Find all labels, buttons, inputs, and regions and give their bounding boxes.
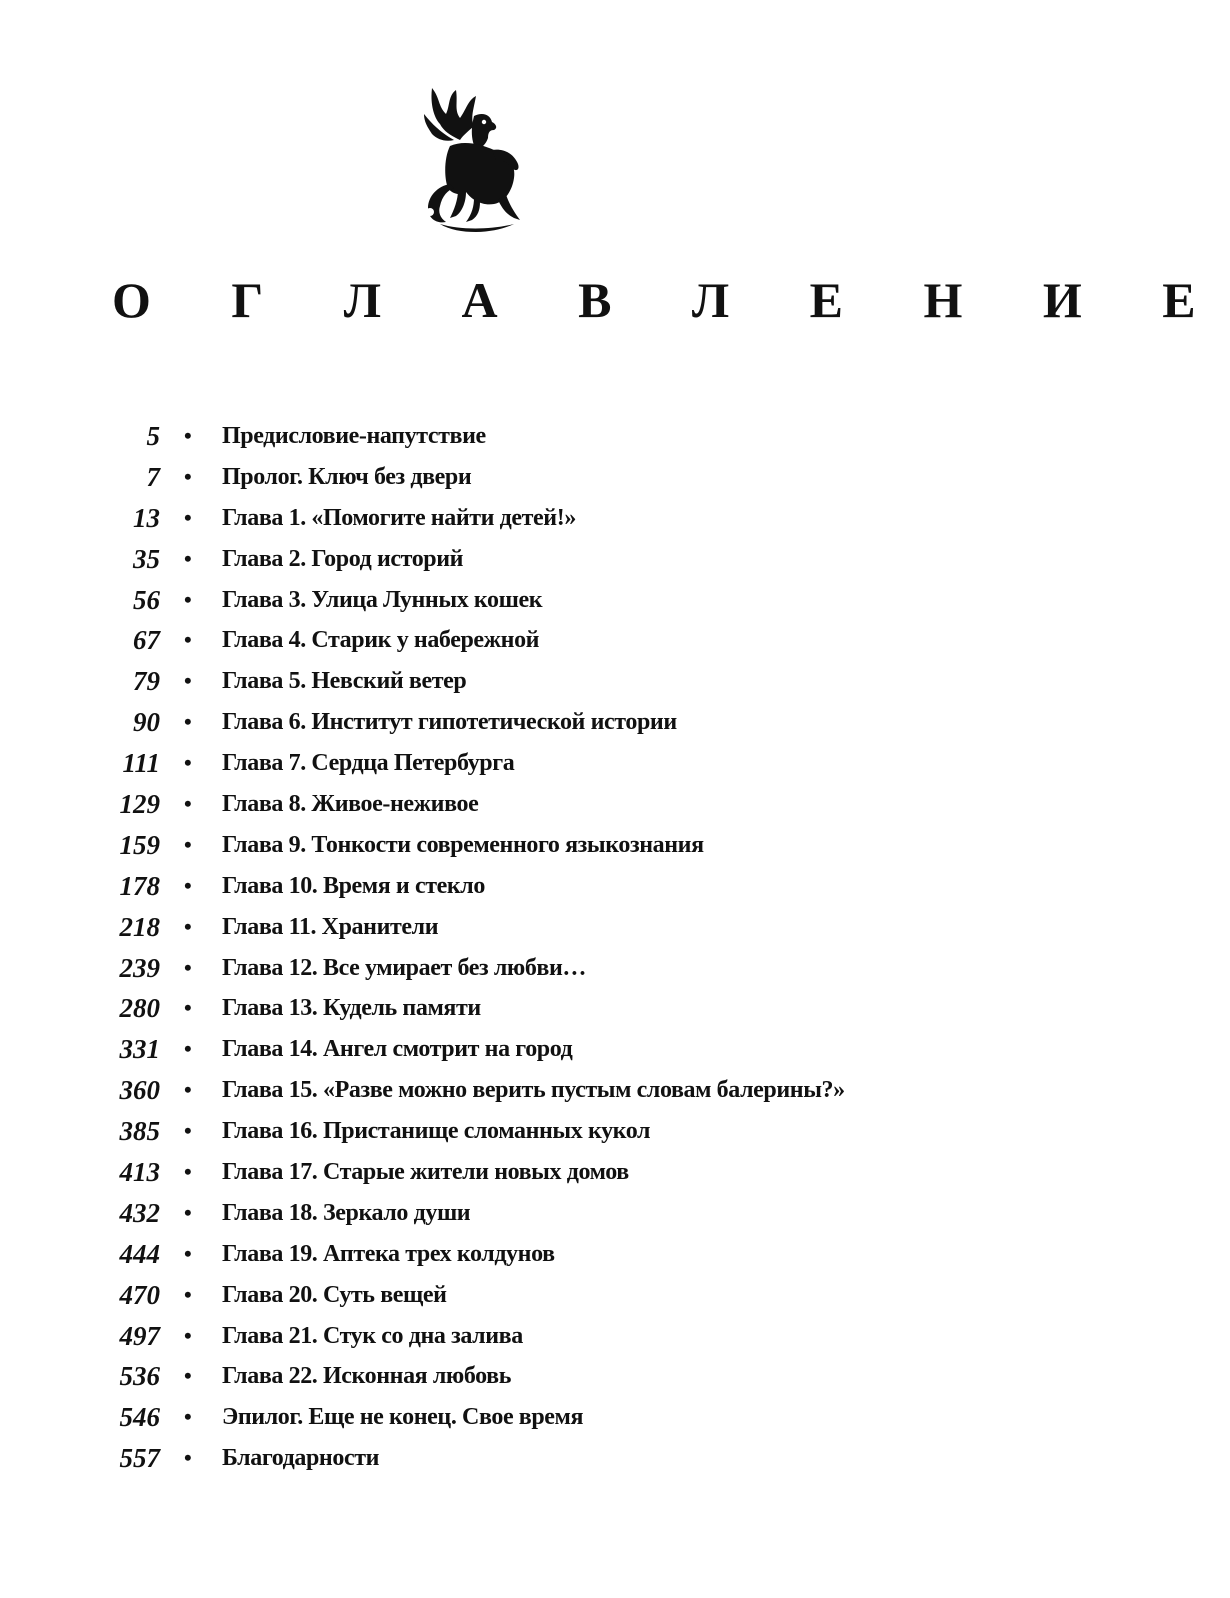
- toc-entry: [0, 1316, 1000, 1357]
- bullet-icon: •: [184, 1199, 192, 1225]
- toc-entry: [0, 498, 1000, 539]
- toc-page-number: 557: [119, 1443, 160, 1474]
- toc-entry-title: Глава 15. «Разве можно верить пустым словам балерины?»: [222, 1077, 845, 1104]
- bullet-icon: •: [184, 1036, 192, 1062]
- bullet-icon: •: [184, 791, 192, 817]
- bullet-icon: •: [184, 627, 192, 653]
- bullet-icon: •: [184, 954, 192, 980]
- toc-page-number: 497: [119, 1320, 160, 1351]
- toc-entry-title: Глава 22. Исконная любовь: [222, 1363, 512, 1390]
- toc-entry-title: Глава 10. Время и стекло: [222, 872, 485, 899]
- toc-page-number: 13: [133, 502, 160, 533]
- toc-page-number: 331: [119, 1034, 160, 1065]
- toc-entry-title: Глава 18. Зеркало души: [222, 1199, 471, 1226]
- toc-entry-title: Глава 12. Все умирает без любви…: [222, 954, 587, 981]
- toc-entry: [0, 702, 1000, 743]
- bullet-icon: •: [184, 1159, 192, 1185]
- toc-entry-title: Глава 20. Суть вещей: [222, 1281, 447, 1308]
- toc-entry: [0, 1152, 1000, 1193]
- toc-page-number: 239: [119, 952, 160, 983]
- toc-entry: [0, 580, 1000, 621]
- toc-entry-title: Благодарности: [222, 1445, 380, 1472]
- toc-page-number: 280: [119, 993, 160, 1024]
- toc-entry-title: Глава 2. Город историй: [222, 545, 464, 572]
- toc-entry: [0, 1193, 1000, 1234]
- toc-entry: [0, 539, 1000, 580]
- toc-entry: [0, 784, 1000, 825]
- toc-page-number: 536: [119, 1361, 160, 1392]
- toc-entry: [0, 866, 1000, 907]
- toc-entry: [0, 457, 1000, 498]
- toc-entry: [0, 1070, 1000, 1111]
- toc-entry: [0, 1234, 1000, 1275]
- toc-entry-title: Глава 19. Аптека трех колдунов: [222, 1240, 555, 1267]
- bullet-icon: •: [184, 423, 192, 448]
- toc-page-number: 413: [119, 1157, 160, 1188]
- bullet-icon: •: [184, 750, 192, 776]
- toc-entry: [0, 907, 1000, 948]
- toc-page-number: 35: [133, 543, 160, 574]
- toc-page-number: 218: [119, 911, 160, 942]
- bullet-icon: •: [184, 872, 192, 898]
- bullet-icon: •: [184, 545, 192, 571]
- toc-entry-title: Глава 5. Невский ветер: [222, 668, 467, 695]
- toc-page-number: 129: [119, 789, 160, 820]
- bullet-icon: •: [184, 1322, 192, 1348]
- toc-entry-title: Глава 17. Старые жители новых домов: [222, 1159, 629, 1186]
- toc-entry-title: Глава 9. Тонкости современного языкознания: [222, 831, 704, 858]
- toc-entry: [0, 416, 1000, 457]
- toc-entry-title: Пролог. Ключ без двери: [222, 463, 472, 490]
- toc-entry: [0, 620, 1000, 661]
- toc-page-number: 546: [119, 1402, 160, 1433]
- bullet-icon: •: [184, 504, 192, 530]
- bullet-icon: •: [184, 1445, 192, 1471]
- toc-entry: [0, 1438, 1000, 1479]
- toc-page-number: 67: [133, 625, 160, 656]
- bullet-icon: •: [184, 1240, 192, 1266]
- toc-page-number: 7: [146, 461, 160, 492]
- bullet-icon: •: [184, 1077, 192, 1103]
- bullet-icon: •: [184, 913, 192, 939]
- toc-entry: [0, 1356, 1000, 1397]
- toc-entry-title: Эпилог. Еще не конец. Свое время: [222, 1404, 584, 1431]
- toc-entry-title: Глава 7. Сердца Петербурга: [222, 750, 515, 777]
- griffin-icon: [410, 84, 528, 232]
- toc-entry-title: Глава 16. Пристанище сломанных кукол: [222, 1118, 651, 1145]
- toc-page-number: 56: [133, 584, 160, 615]
- bullet-icon: •: [184, 1118, 192, 1144]
- bullet-icon: •: [184, 1404, 192, 1430]
- toc-entry: [0, 1275, 1000, 1316]
- toc-entry-title: Глава 8. Живое-неживое: [222, 791, 479, 818]
- toc-entry-title: Глава 4. Старик у набережной: [222, 627, 540, 654]
- page-title: О Г Л А В Л Е Н И Е: [112, 272, 1230, 328]
- toc-page-number: 178: [119, 870, 160, 901]
- toc-entry-title: Глава 11. Хранители: [222, 913, 439, 940]
- table-of-contents: [0, 416, 1000, 1479]
- toc-entry-title: Глава 6. Институт гипотетической истории: [222, 709, 677, 736]
- toc-entry: [0, 1029, 1000, 1070]
- bullet-icon: •: [184, 995, 192, 1021]
- toc-page-number: 5: [146, 421, 160, 451]
- bullet-icon: •: [184, 668, 192, 694]
- toc-page-number: 444: [119, 1238, 160, 1269]
- bullet-icon: •: [184, 831, 192, 857]
- toc-page-number: 432: [119, 1197, 160, 1228]
- toc-entry-title: Глава 3. Улица Лунных кошек: [222, 586, 543, 613]
- toc-page-number: 111: [122, 748, 160, 779]
- toc-entry-title: Глава 1. «Помогите найти детей!»: [222, 504, 576, 531]
- bullet-icon: •: [184, 586, 192, 612]
- toc-page-number: 90: [133, 707, 160, 738]
- toc-page-number: 385: [119, 1116, 160, 1147]
- bullet-icon: •: [184, 1363, 192, 1389]
- toc-entry: [0, 948, 1000, 989]
- toc-entry: [0, 1397, 1000, 1438]
- toc-page-number: 470: [119, 1279, 160, 1310]
- toc-entry: [0, 1111, 1000, 1152]
- bullet-icon: •: [184, 709, 192, 735]
- bullet-icon: •: [184, 1281, 192, 1307]
- toc-entry-title: Глава 14. Ангел смотрит на город: [222, 1036, 573, 1063]
- toc-entry: [0, 743, 1000, 784]
- toc-entry: [0, 661, 1000, 702]
- toc-entry: [0, 825, 1000, 866]
- toc-entry-title: Глава 13. Кудель памяти: [222, 995, 481, 1022]
- toc-entry-title: Предисловие-напутствие: [222, 423, 486, 449]
- toc-page-number: 360: [119, 1075, 160, 1106]
- toc-entry-title: Глава 21. Стук со дна залива: [222, 1322, 523, 1349]
- toc-page-number: 159: [119, 829, 160, 860]
- toc-page-number: 79: [133, 666, 160, 697]
- bullet-icon: •: [184, 463, 192, 489]
- toc-entry: [0, 988, 1000, 1029]
